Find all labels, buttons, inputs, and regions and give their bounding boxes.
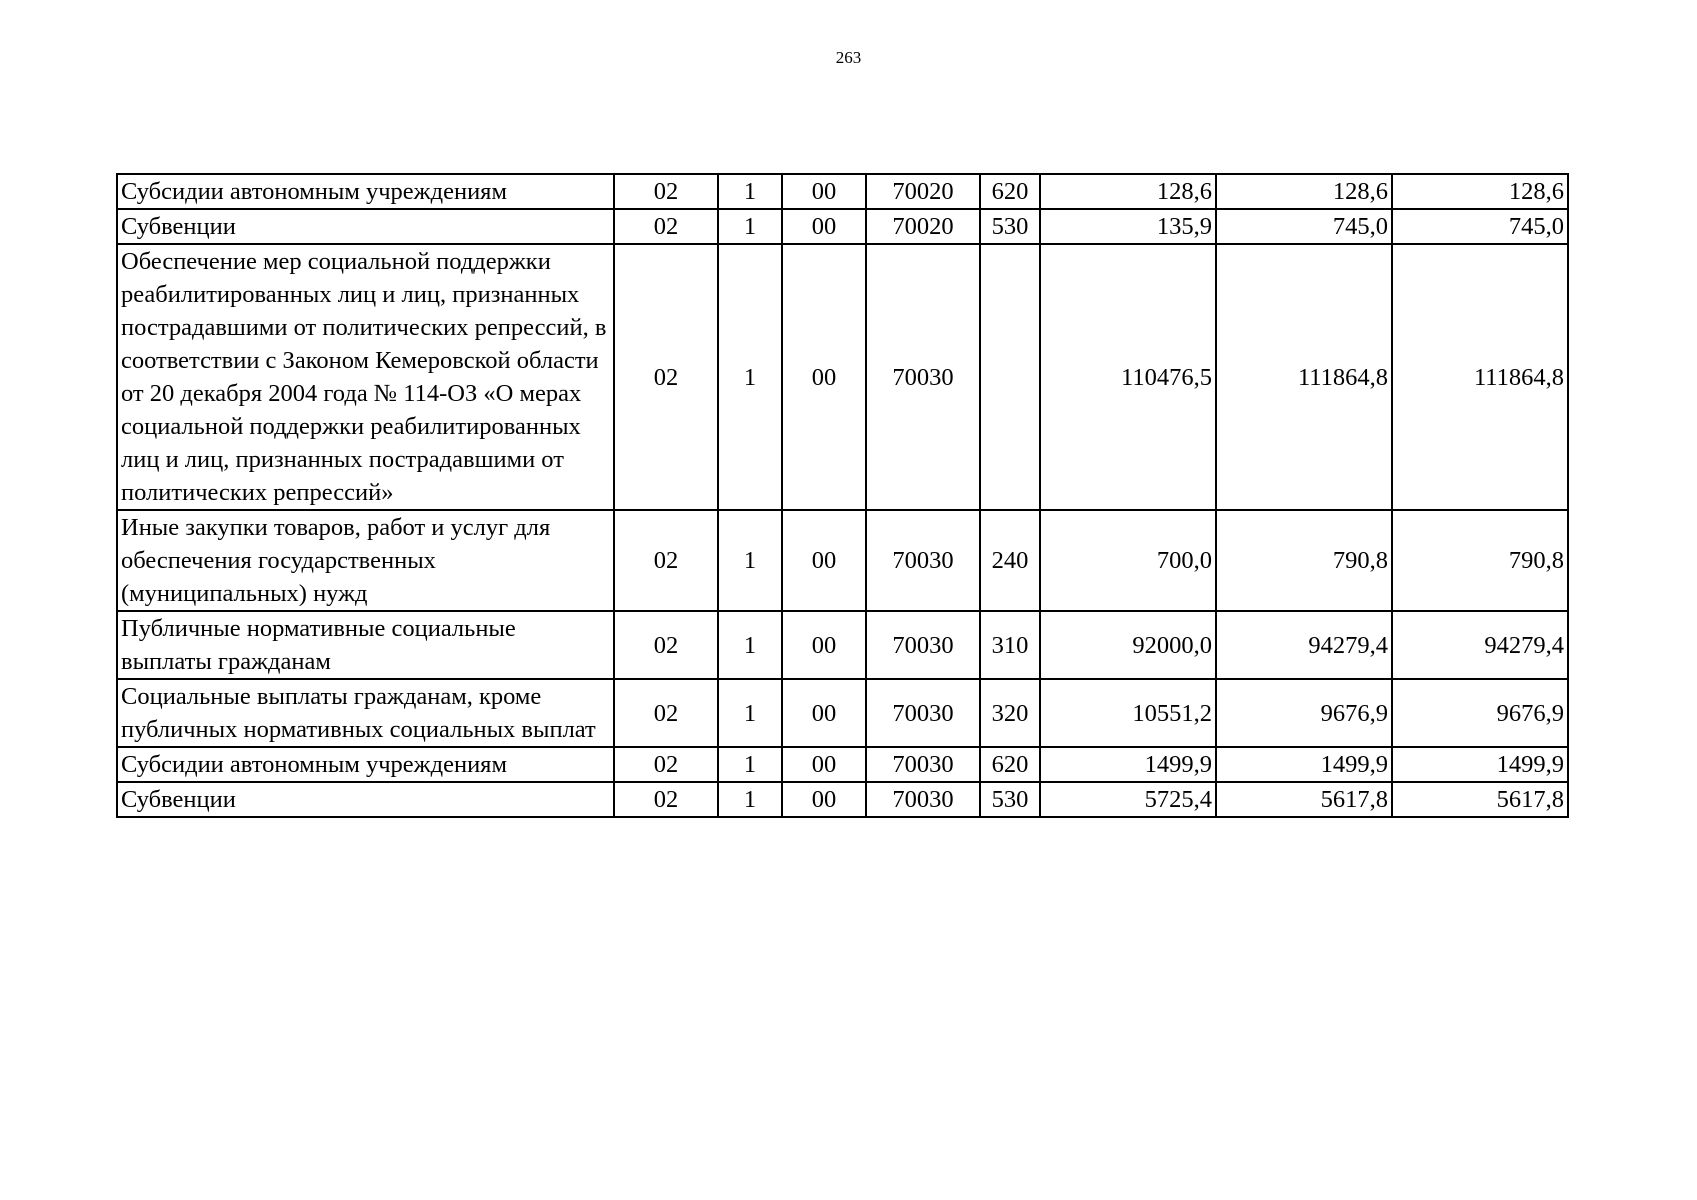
- amount-cell-3: 745,0: [1392, 209, 1568, 244]
- table-row: [117, 611, 1568, 679]
- amount-cell-1: 135,9: [1040, 209, 1216, 244]
- subprogram-code-cell: 00: [782, 747, 866, 782]
- amount-cell-1: 92000,0: [1040, 611, 1216, 679]
- amount-cell-3: 128,6: [1392, 174, 1568, 209]
- expense-type-cell: 530: [980, 782, 1040, 817]
- subprogram-code-cell: 00: [782, 209, 866, 244]
- amount-cell-3: 94279,4: [1392, 611, 1568, 679]
- subprogram-code-cell: 00: [782, 174, 866, 209]
- amount-cell-1: 128,6: [1040, 174, 1216, 209]
- amount-cell-2: 9676,9: [1216, 679, 1392, 747]
- amount-cell-3: 111864,8: [1392, 244, 1568, 510]
- direction-code-cell: 70030: [866, 510, 980, 611]
- amount-cell-3: 5617,8: [1392, 782, 1568, 817]
- row-name-cell: Субвенции: [117, 782, 614, 817]
- section-code-cell: 02: [614, 510, 718, 611]
- table-row: [117, 679, 1568, 747]
- expense-type-cell: 310: [980, 611, 1040, 679]
- amount-cell-1: 1499,9: [1040, 747, 1216, 782]
- section-code-cell: 02: [614, 747, 718, 782]
- amount-cell-2: 5617,8: [1216, 782, 1392, 817]
- row-name-cell: Субсидии автономным учреждениям: [117, 174, 614, 209]
- table-row: [117, 510, 1568, 611]
- program-code-cell: 1: [718, 174, 782, 209]
- row-name-cell: Субсидии автономным учреждениям: [117, 747, 614, 782]
- subprogram-code-cell: 00: [782, 679, 866, 747]
- table-row: [117, 747, 1568, 782]
- section-code-cell: 02: [614, 611, 718, 679]
- direction-code-cell: 70030: [866, 782, 980, 817]
- direction-code-cell: 70020: [866, 209, 980, 244]
- amount-cell-1: 110476,5: [1040, 244, 1216, 510]
- expense-type-cell: [980, 244, 1040, 510]
- direction-code-cell: 70020: [866, 174, 980, 209]
- page-number: 263: [835, 48, 862, 67]
- subprogram-code-cell: 00: [782, 611, 866, 679]
- expense-type-cell: 530: [980, 209, 1040, 244]
- table-row: [117, 782, 1568, 817]
- program-code-cell: 1: [718, 679, 782, 747]
- amount-cell-1: 700,0: [1040, 510, 1216, 611]
- amount-cell-3: 9676,9: [1392, 679, 1568, 747]
- row-name-cell: Обеспечение мер социальной поддержки реабилитированных лиц и лиц, признанных пострадавшими от политических репрессий, в соответствии с Законом Кемеровской области от 20 декабря 2004 года № 114-ОЗ «О мерах социальной поддержки реабилитированных лиц и лиц, признанных пострадавшими от политических репрессий»: [117, 244, 614, 510]
- section-code-cell: 02: [614, 782, 718, 817]
- program-code-cell: 1: [718, 782, 782, 817]
- program-code-cell: 1: [718, 244, 782, 510]
- amount-cell-1: 5725,4: [1040, 782, 1216, 817]
- subprogram-code-cell: 00: [782, 244, 866, 510]
- amount-cell-1: 10551,2: [1040, 679, 1216, 747]
- direction-code-cell: 70030: [866, 679, 980, 747]
- budget-table: [116, 173, 1569, 818]
- section-code-cell: 02: [614, 174, 718, 209]
- amount-cell-2: 94279,4: [1216, 611, 1392, 679]
- expense-type-cell: 620: [980, 174, 1040, 209]
- expense-type-cell: 240: [980, 510, 1040, 611]
- program-code-cell: 1: [718, 510, 782, 611]
- row-name-cell: Социальные выплаты гражданам, кроме публичных нормативных социальных выплат: [117, 679, 614, 747]
- row-name-cell: Субвенции: [117, 209, 614, 244]
- program-code-cell: 1: [718, 209, 782, 244]
- amount-cell-3: 1499,9: [1392, 747, 1568, 782]
- amount-cell-2: 128,6: [1216, 174, 1392, 209]
- direction-code-cell: 70030: [866, 611, 980, 679]
- subprogram-code-cell: 00: [782, 782, 866, 817]
- section-code-cell: 02: [614, 679, 718, 747]
- program-code-cell: 1: [718, 747, 782, 782]
- direction-code-cell: 70030: [866, 244, 980, 510]
- subprogram-code-cell: 00: [782, 510, 866, 611]
- amount-cell-3: 790,8: [1392, 510, 1568, 611]
- table-row: [117, 174, 1568, 209]
- amount-cell-2: 111864,8: [1216, 244, 1392, 510]
- expense-type-cell: 320: [980, 679, 1040, 747]
- expense-type-cell: 620: [980, 747, 1040, 782]
- table-row: [117, 244, 1568, 510]
- section-code-cell: 02: [614, 209, 718, 244]
- program-code-cell: 1: [718, 611, 782, 679]
- row-name-cell: Иные закупки товаров, работ и услуг для обеспечения государственных (муниципальных) нужд: [117, 510, 614, 611]
- amount-cell-2: 790,8: [1216, 510, 1392, 611]
- table-row: [117, 209, 1568, 244]
- section-code-cell: 02: [614, 244, 718, 510]
- amount-cell-2: 1499,9: [1216, 747, 1392, 782]
- row-name-cell: Публичные нормативные социальные выплаты гражданам: [117, 611, 614, 679]
- amount-cell-2: 745,0: [1216, 209, 1392, 244]
- direction-code-cell: 70030: [866, 747, 980, 782]
